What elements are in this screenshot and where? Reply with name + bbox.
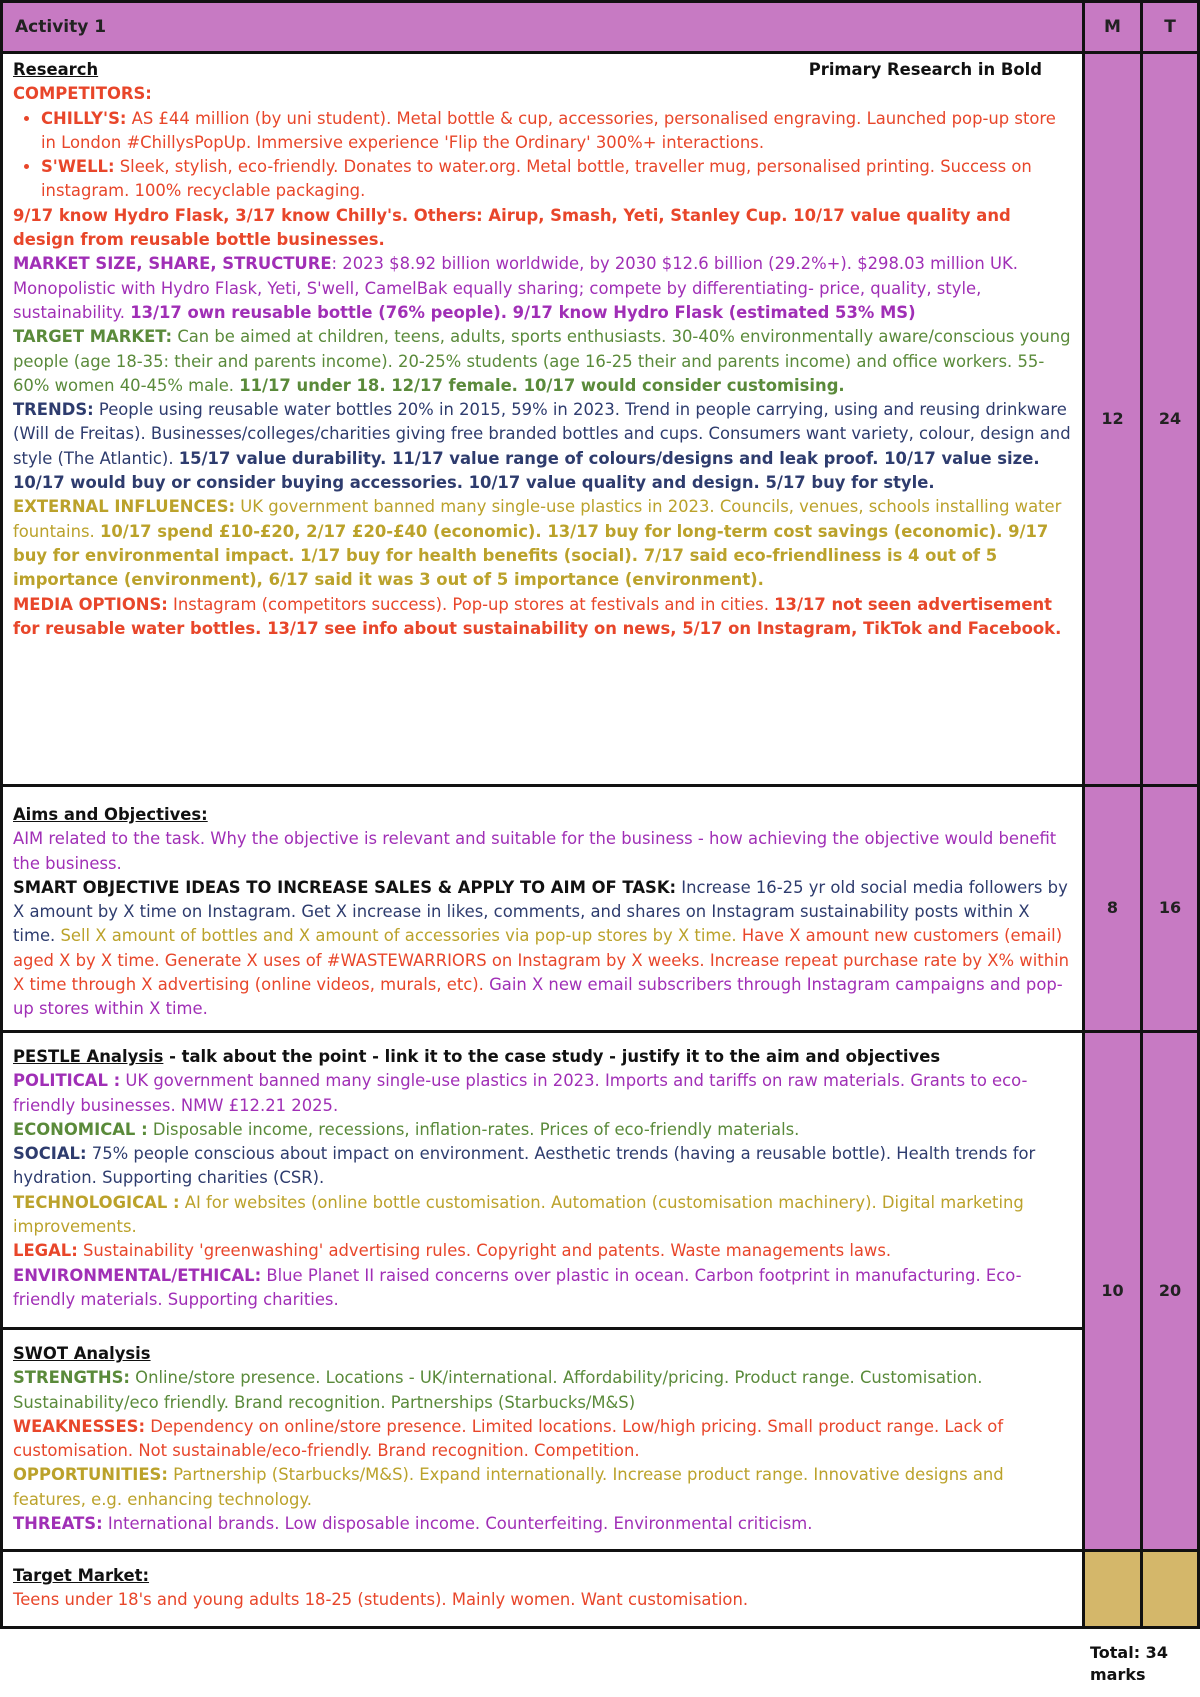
social-paragraph	[13, 1142, 1072, 1191]
total-marks: Total: 34 marks	[1090, 1643, 1168, 1684]
aims-t	[1140, 784, 1200, 1033]
trends-text: People using reusable water bottles 20% in 2015, 59% in 2023. Trend in people carrying, using and reusing drinkware (Will de Freitas). Businesses/colleges/charities giving free branded bottles and cups. Consumers want variety, colour, design and style (The Atlantic).	[13, 400, 1071, 468]
trends-label: TRENDS:	[13, 400, 94, 420]
aims-intro: AIM related to the task. Why the objective is relevant and suitable for the business - how achieving the objective would benefit the business.	[13, 829, 1057, 873]
smart-paragraph	[13, 876, 1072, 1022]
competitors-primary: 9/17 know Hydro Flask, 3/17 know Chilly's. Others: Airup, Smash, Yeti, Stanley Cup. 10/17 value quality and design from reusable bottle businesses.	[13, 205, 1011, 250]
aims-m-value: 8	[1106, 898, 1119, 918]
external-text: UK government banned many single-use plastics in 2023. Councils, venues, schools installing water fountains.	[13, 497, 1062, 541]
legal-label: LEGAL:	[13, 1241, 78, 1261]
strengths-text: Online/store presence. Locations - UK/international. Affordability/pricing. Product range. Customisation. Sustainability/eco friendly. Brand recognition. Partnerships (Starbucks/M&S)	[13, 1368, 983, 1412]
opportunities-paragraph	[13, 1463, 1072, 1512]
target-text-summary: Teens under 18's and young adults 18-25 (students). Mainly women. Want customisation.	[13, 1590, 749, 1610]
pestle-title: PESTLE Analysis	[13, 1047, 164, 1066]
competitor-swell	[41, 155, 1072, 204]
media-text: Instagram (competitors success). Pop-up stores at festivals and in cities.	[167, 594, 775, 614]
external-paragraph	[13, 495, 1072, 592]
environmental-label: ENVIRONMENTAL/ETHICAL:	[13, 1265, 262, 1285]
competitor-chillys	[41, 107, 1072, 156]
header-m	[1082, 0, 1143, 54]
threats-text: International brands. Low disposable income. Counterfeiting. Environmental criticism.	[102, 1514, 813, 1534]
technological-paragraph	[13, 1191, 1072, 1240]
political-paragraph	[13, 1069, 1072, 1118]
competitors-label: COMPETITORS:	[13, 84, 152, 104]
pestle-t-value: 20	[1158, 1280, 1182, 1300]
threats-label: THREATS:	[13, 1514, 103, 1534]
swot-title: SWOT Analysis	[13, 1344, 151, 1363]
aims-title: Aims and Objectives:	[13, 805, 208, 824]
pestle-subtitle: - talk about the point - link it to the case study - justify it to the aim and objectives	[163, 1047, 941, 1066]
smart-email: Gain X new email subscribers through Instagram campaigns and pop-up stores within X time.	[13, 975, 1063, 1019]
aims-t-value: 16	[1158, 898, 1182, 918]
threats-paragraph	[13, 1512, 1072, 1536]
environmental-paragraph	[13, 1264, 1072, 1313]
economical-text: Disposable income, recessions, inflation-rates. Prices of eco-friendly materials.	[147, 1119, 800, 1139]
target-text: Can be aimed at children, teens, adults, sports enthusiasts. 30-40% environmentally aware/conscious young people (age 18-35: their and parents income). 20-25% students (age 16-25 their and parents income) and office workers. 55-60% women 40-45% male.	[13, 327, 1071, 395]
legal-paragraph	[13, 1239, 1072, 1263]
header-t-label: T	[1164, 16, 1176, 37]
primary-research-note: Primary Research in Bold	[808, 60, 1042, 79]
smart-customers: Have X amount new customers (email) aged X by X time. Generate X uses of #WASTEWARRIORS on Instagram by X weeks. Increase repeat purchase rate by X% within X time through X advertising (online videos, murals, etc).	[13, 926, 1070, 995]
opportunities-label: OPPORTUNITIES:	[13, 1465, 168, 1485]
target-m	[1082, 1549, 1143, 1629]
social-label: SOCIAL:	[13, 1144, 87, 1164]
target-section	[0, 1549, 1085, 1629]
swell-text: Sleek, stylish, eco-friendly. Donates to water.org. Metal bottle, traveller mug, personalised printing. Success on instagram. 100% recyclable packaging.	[41, 157, 1032, 201]
strengths-paragraph	[13, 1366, 1072, 1415]
market-label: MARKET SIZE, SHARE, STRUCTURE	[13, 254, 332, 274]
aims-section	[0, 784, 1085, 1033]
economical-paragraph	[13, 1118, 1072, 1142]
pestle-section	[0, 1030, 1085, 1330]
external-primary: 10/17 spend £10-£20, 2/17 £20-£40 (economic). 13/17 buy for long-term cost savings (economic). 9/17 buy for environmental impact. 1/17 buy for health benefits (social). 7/17 said eco-friendliness is 4 out of 5 importance (environment), 6/17 said it was 3 out of 5 importance (environment).	[13, 521, 1049, 590]
target-label: TARGET MARKET:	[13, 327, 173, 347]
swot-section	[0, 1327, 1085, 1552]
legal-text: Sustainability 'greenwashing' advertising rules. Copyright and patents. Waste managements laws.	[77, 1241, 892, 1261]
pestle-m-value: 10	[1101, 1280, 1124, 1300]
strengths-label: STRENGTHS:	[13, 1368, 130, 1388]
chillys-name: CHILLY'S:	[41, 108, 127, 128]
research-m	[1082, 51, 1143, 787]
target-t	[1140, 1549, 1200, 1629]
competitors-list	[13, 107, 1072, 204]
target-paragraph	[13, 325, 1072, 398]
technological-text: AI for websites (online bottle customisation. Automation (customisation machinery). Digital marketing improvements.	[13, 1192, 1024, 1237]
pestle-t	[1140, 1030, 1200, 1552]
chillys-text: AS £44 million (by uni student). Metal bottle & cup, accessories, personalised engraving. Launched pop-up store in London #ChillysPopUp. Immersive experience 'Flip the Ordinary' 300%+ interactions.	[41, 108, 1056, 152]
smart-social: Increase 16-25 yr old social media followers by X amount by X time on Instagram. Get X increase in likes, comments, and shares on Instagram sustainability posts within X time.	[13, 877, 1068, 946]
market-text: : 2023 $8.92 billion worldwide, by 2030 $12.6 billion (29.2%+). $298.03 million UK. Monopolistic with Hydro Flask, Yeti, S'well, CamelBak equally sharing; compete by differentiating- price, quality, style, sustainability.	[13, 254, 1018, 322]
target-primary: 11/17 under 18. 12/17 female. 10/17 would consider customising.	[239, 375, 845, 395]
environmental-text: Blue Planet II raised concerns over plastic in ocean. Carbon footprint in manufacturing. Eco-friendly materials. Supporting charities.	[13, 1265, 1022, 1309]
market-paragraph	[13, 252, 1072, 325]
political-label: POLITICAL :	[13, 1071, 121, 1091]
aims-m	[1082, 784, 1143, 1033]
market-primary: 13/17 own reusable bottle (76% people). 9/17 know Hydro Flask (estimated 53% MS)	[130, 302, 916, 322]
target-title: Target Market:	[13, 1566, 150, 1585]
weaknesses-label: WEAKNESSES:	[13, 1416, 146, 1436]
pestle-heading	[13, 1045, 1072, 1069]
activity-title: Activity 1	[15, 16, 107, 37]
smart-label: SMART OBJECTIVE IDEAS TO INCREASE SALES & APPLY TO AIM OF TASK:	[13, 877, 677, 897]
pestle-m	[1082, 1030, 1143, 1552]
economical-label: ECONOMICAL :	[13, 1119, 148, 1139]
technological-label: TECHNOLOGICAL :	[13, 1192, 180, 1212]
activity-header	[0, 0, 1085, 54]
research-m-value: 12	[1101, 408, 1124, 428]
weaknesses-paragraph	[13, 1415, 1072, 1464]
trends-primary: 15/17 value durability. 11/17 value range of colours/designs and leak proof. 10/17 value size. 10/17 would buy or consider buying accessories. 10/17 value quality and design. 5/17 buy for style.	[13, 448, 1040, 493]
political-text: UK government banned many single-use plastics in 2023. Imports and tariffs on raw materials. Grants to eco-friendly businesses. NMW £12.21 2025.	[13, 1071, 1028, 1115]
research-title: Research	[13, 60, 99, 79]
smart-sales: Sell X amount of bottles and X amount of accessories via pop-up stores by X time.	[55, 926, 737, 946]
research-t-value: 24	[1158, 408, 1182, 428]
social-text: 75% people conscious about impact on environment. Aesthetic trends (having a reusable bottle). Health trends for hydration. Supporting charities (CSR).	[13, 1144, 1036, 1188]
media-paragraph	[13, 593, 1072, 642]
header-m-label: M	[1104, 16, 1121, 37]
weaknesses-text: Dependency on online/store presence. Limited locations. Low/high pricing. Small product range. Lack of customisation. Not sustainable/eco-friendly. Brand recognition. Competition.	[13, 1416, 1004, 1461]
research-section	[0, 51, 1085, 787]
media-primary: 13/17 not seen advertisement for reusable water bottles. 13/17 see info about sustainability on news, 5/17 on Instagram, TikTok and Facebook.	[13, 594, 1062, 638]
opportunities-text: Partnership (Starbucks/M&S). Expand internationally. Increase product range. Innovative designs and features, e.g. enhancing technology.	[13, 1465, 1004, 1509]
external-label: EXTERNAL INFLUENCES:	[13, 497, 236, 517]
swell-name: S'WELL:	[41, 157, 115, 177]
media-label: MEDIA OPTIONS:	[13, 594, 168, 614]
header-t	[1140, 0, 1200, 54]
trends-paragraph	[13, 398, 1072, 495]
research-t	[1140, 51, 1200, 787]
